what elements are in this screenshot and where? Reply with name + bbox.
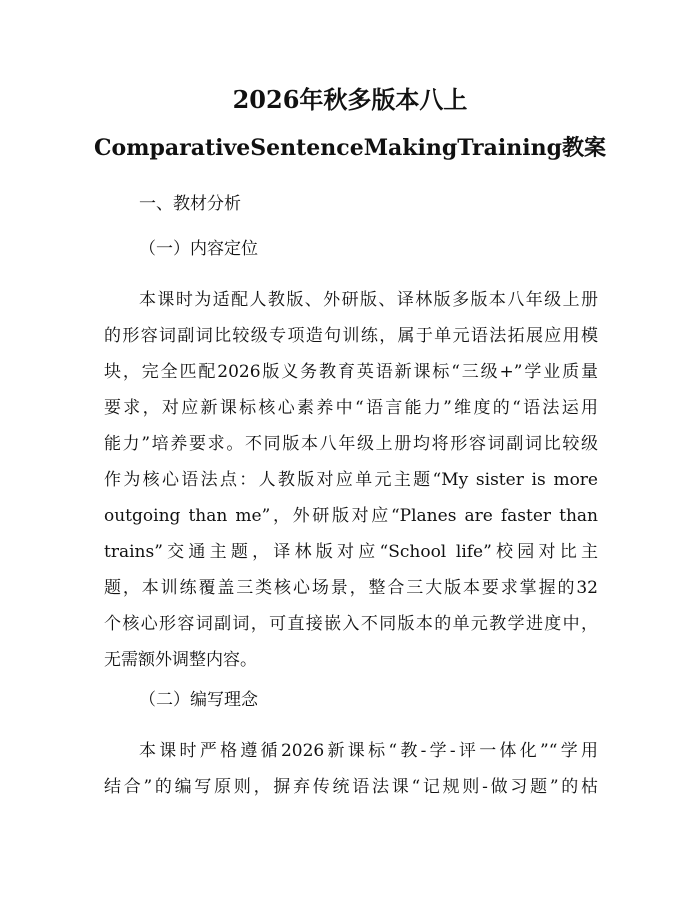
document-title: 2026年秋多版本八上 bbox=[232, 85, 468, 114]
paragraph-line: 无需额外调整内容。 bbox=[104, 650, 257, 670]
paragraph-line: 结合”的编写原则，摒弃传统语法课“记规则-做习题”的枯 bbox=[104, 777, 598, 797]
paragraph-line: 本课时为适配人教版、外研版、译林版多版本八年级上册 bbox=[139, 290, 598, 310]
subsection-heading-writing-philosophy: （二）编写理念 bbox=[139, 690, 258, 710]
paragraph-line: 要求，对应新课标核心素养中“语言能力”维度的“语法运用 bbox=[104, 398, 598, 418]
paragraph-line: trains”交通主题，译林版对应“School life”校园对比主 bbox=[104, 542, 598, 562]
paragraph-line: 的形容词副词比较级专项造句训练，属于单元语法拓展应用模 bbox=[104, 326, 598, 346]
paragraph-line: 本课时严格遵循2026新课标“教-学-评一体化”“学用 bbox=[139, 741, 598, 761]
paragraph-line: outgoing than me”，外研版对应“Planes are faster than bbox=[104, 506, 598, 526]
subsection-heading-content-positioning: （一）内容定位 bbox=[139, 239, 258, 259]
section-heading-textbook-analysis: 一、教材分析 bbox=[139, 194, 241, 214]
paragraph-line: 作为核心语法点：人教版对应单元主题“My sister is more bbox=[104, 470, 598, 490]
paragraph-line: 块，完全匹配2026版义务教育英语新课标“三级+”学业质量 bbox=[104, 362, 598, 382]
paragraph-line: 个核心形容词副词，可直接嵌入不同版本的单元教学进度中， bbox=[104, 614, 598, 634]
paragraph-line: 题，本训练覆盖三类核心场景，整合三大版本要求掌握的32 bbox=[104, 578, 598, 598]
document-subtitle: ComparativeSentenceMakingTraining教案 bbox=[94, 135, 606, 161]
paragraph-line: 能力”培养要求。不同版本八年级上册均将形容词副词比较级 bbox=[104, 434, 598, 454]
